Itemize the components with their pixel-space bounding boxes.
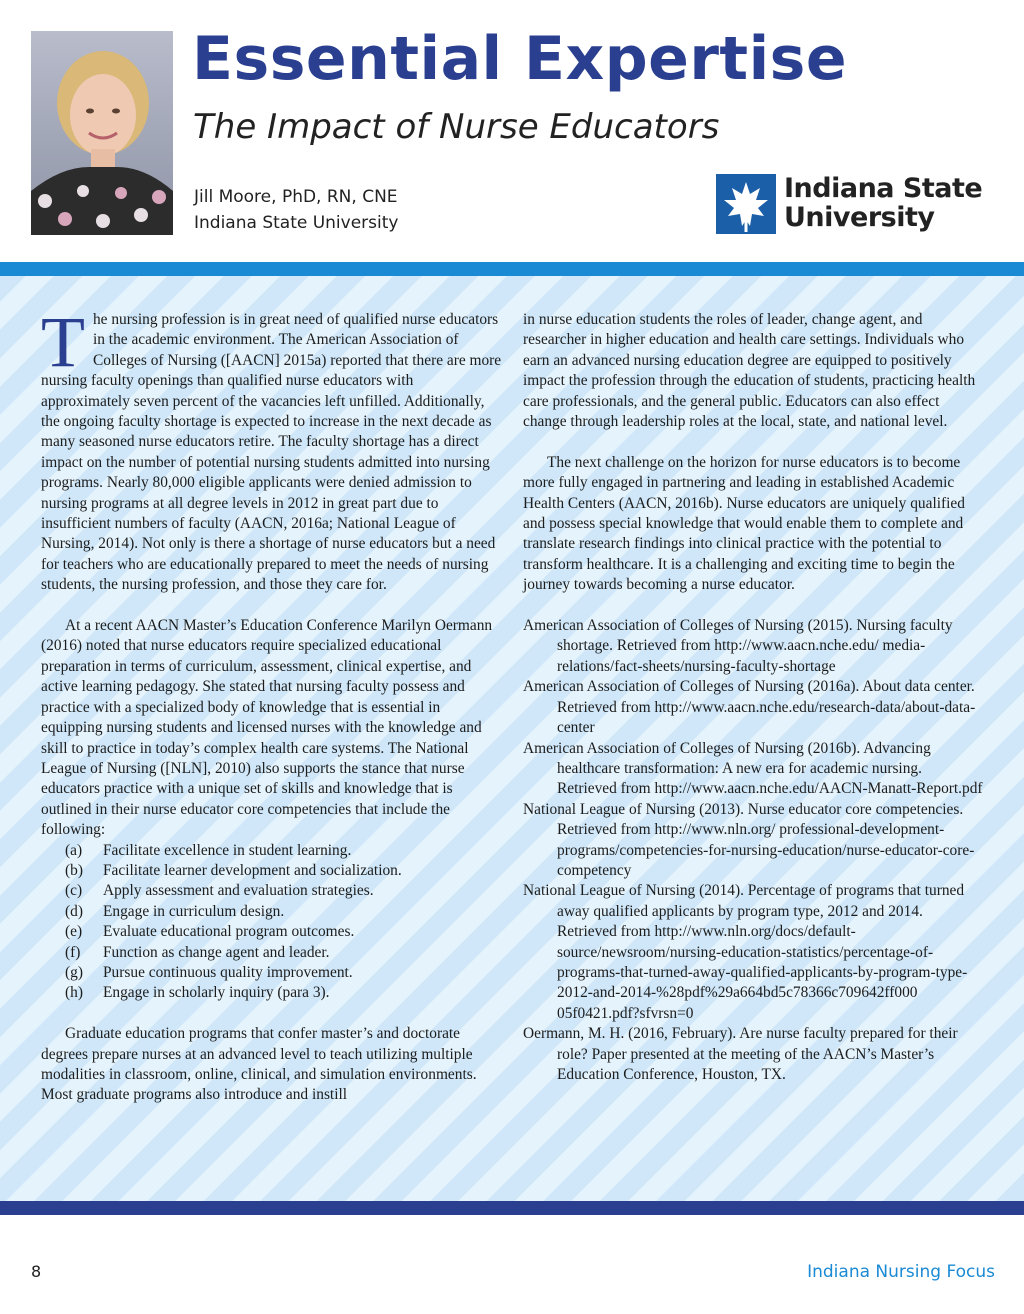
publication-name: Indiana Nursing Focus xyxy=(807,1262,995,1282)
top-accent-bar xyxy=(0,262,1024,276)
leaf-logo-icon xyxy=(716,174,776,234)
list-item: (f) Function as change agent and leader. xyxy=(65,943,330,961)
reference-item: American Association of Colleges of Nursing (2016a). About data center. Retrieved from http://www.aacn.nche.edu/research-data/about-data-center xyxy=(523,678,976,737)
paragraph-conference: At a recent AACN Master’s Education Conference Marilyn Oermann (2016) noted that nurse educators require specialized educational preparation in terms of curriculum, assessment, clinical expertise, and active learning pedagogy. She stated that nursing faculty possess and practice with a specialized body of knowledge that is essential in equipping nursing students and licensed nurses with the knowledge and skill to practice in today’s complex health care systems. The National League of Nursing ([NLN], 2010) also supports the stance that nurse educators practice with a unique set of skills and knowledge that is outlined in their nurse educator core competencies that include the following: xyxy=(41,617,493,839)
reference-item: Oermann, M. H. (2016, February). Are nurse faculty prepared for their role? Paper presented at the meeting of the AACN’s Master’s Education Conference, Houston, TX. xyxy=(523,1025,958,1083)
reference-item: National League of Nursing (2013). Nurse educator core competencies. Retrieved from http://www.nln.org/ professional-development-programs/competencies-for-nursing-education/nurse-educator-core-competency xyxy=(523,800,975,879)
article-subtitle: The Impact of Nurse Educators xyxy=(193,107,720,147)
reference-item: American Association of Colleges of Nursing (2016b). Advancing healthcare transformation: A new era for academic nursing. Retrieved from http://www.aacn.nche.edu/AACN-Manatt-Report.pdf xyxy=(523,739,983,798)
list-item: (c) Apply assessment and evaluation strategies. xyxy=(65,882,374,900)
right-column xyxy=(523,310,985,1085)
author-affiliation: Indiana State University xyxy=(194,213,399,233)
list-item: (e) Evaluate educational program outcomes. xyxy=(65,923,355,941)
list-item: (a) Facilitate excellence in student learning. xyxy=(65,841,352,859)
references-list xyxy=(523,616,985,1085)
list-item: (b) Facilitate learner development and socialization. xyxy=(65,861,402,879)
page-number: 8 xyxy=(31,1262,42,1281)
paragraph-next-challenge: The next challenge on the horizon for nurse educators is to become more fully engaged in partnering and leading in established Academic Health Centers (AACN, 2016b). Nurse educators are uniquely qualified and possess special knowledge that would enable them to complete and translate research findings into clinical practice with the potential to transform healthcare. It is a challenging and exciting time to begin the journey towards becoming a nurse educator. xyxy=(523,453,965,594)
paragraph-intro-text: he nursing profession is in great need of qualified nurse educators in the academic environment. The American Association of Colleges of Nursing ([AACN] 2015a) reported that there are more nursing faculty openings than qualified nurse educators with approximately seven percent of the vacancies left unfilled. Additionally, the ongoing faculty shortage is expected to increase in the next decade as many seasoned nurse educators retire. The faculty shortage has a direct impact on the number of potential nursing students admitted into nursing programs. Nearly 80,000 eligible applicants were denied admission to nursing programs at all degree levels in 2012 in great part due to insufficient numbers of faculty (AACN, 2016a; National League of Nursing, 2014). Not only is there a shortage of nurse educators but a need for teachers who are educationally prepared to meet the needs of nursing students, the nursing profession, and those they care for. xyxy=(41,311,502,594)
left-column xyxy=(41,302,503,1106)
article-title: Essential Expertise xyxy=(192,24,848,94)
list-item: (d) Engage in curriculum design. xyxy=(65,902,285,920)
paragraph-continued: in nurse education students the roles of leader, change agent, and researcher in higher education and health care settings. Individuals who earn an advanced nursing education degree are equipped to positively impact the profession through the education of students, practicing health care professionals, and the general public. Educators can also effect change through leadership roles at the local, state, and national level. xyxy=(523,311,976,431)
author-name: Jill Moore, PhD, RN, CNE xyxy=(194,187,398,207)
article-header xyxy=(0,0,1024,262)
list-item: (h) Engage in scholarly inquiry (para 3). xyxy=(65,984,330,1002)
paragraph-graduate-programs: Graduate education programs that confer master’s and doctorate degrees prepare nurses at an advanced level to teach utilizing multiple modalities in classroom, online, clinical, and simulation environments. Most graduate programs also introduce and instill xyxy=(41,1025,477,1104)
reference-item: American Association of Colleges of Nursing (2015). Nursing faculty shortage. Retrieved from http://www.aacn.nche.edu/ media-relations/fact-sheets/nursing-faculty-shortage xyxy=(523,617,953,675)
paragraph-intro xyxy=(41,302,503,596)
logo-line-2: University xyxy=(784,202,935,233)
university-logo-text xyxy=(784,174,982,232)
logo-line-1: Indiana State xyxy=(784,173,983,204)
university-logo xyxy=(716,170,996,240)
bottom-accent-bar xyxy=(0,1201,1024,1215)
list-item: (g) Pursue continuous quality improvement. xyxy=(65,963,353,981)
reference-item: National League of Nursing (2014). Percentage of programs that turned away qualified applicants by program type, 2012 and 2014. Retrieved from http://www.nln.org/docs/default-source/newsroom/nursing-education-statistics/percentage-of-programs-that-turned-away-qualified-applicants-by-program-type-2012-and-2014-%28pdf%29a664bd5c78366c709642ff000 05f0421.pdf?sfvrsn=0 xyxy=(523,882,968,1022)
author-portrait-photo xyxy=(31,31,173,235)
competency-list xyxy=(41,841,503,1004)
drop-cap: T xyxy=(41,302,85,382)
author-photo xyxy=(31,31,173,235)
